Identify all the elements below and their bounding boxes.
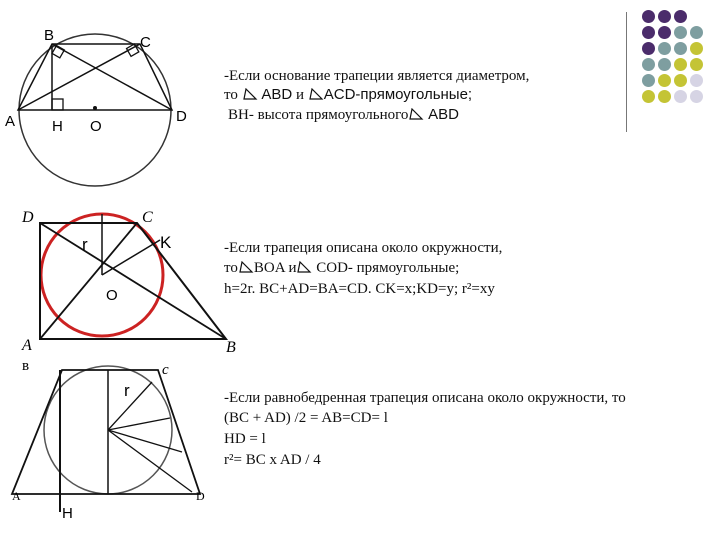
dot (674, 74, 687, 87)
label-b: в (22, 360, 30, 374)
label-d: D (196, 489, 205, 503)
line-ac (40, 223, 137, 339)
dot (674, 58, 687, 71)
block3-line3: HD = l (224, 431, 266, 447)
dot (690, 42, 703, 55)
decorative-dot-grid (640, 10, 720, 120)
block2-line2-c: и (288, 260, 297, 276)
label-h: H (62, 505, 73, 522)
block2-line1: -Если трапеция описана около окружности, (224, 240, 503, 256)
label-d: D (22, 209, 34, 226)
dot (674, 10, 687, 23)
dot (690, 26, 703, 39)
figure-trapezoid-incircle (0, 200, 250, 365)
triangle-icon (308, 88, 324, 100)
block3-line1: -Если равнобедренная трапеция описана около окружности, то (224, 390, 626, 406)
diagonal-ac (18, 44, 140, 110)
dot (690, 90, 703, 103)
dot (642, 90, 655, 103)
line-db (40, 223, 226, 339)
label-a: A (12, 489, 21, 503)
label-a: A (22, 337, 32, 354)
block3-line4: r²= BC x AD / 4 (224, 452, 321, 468)
triangle-icon (242, 88, 258, 100)
block1-line3-a: BH- высота прямоугольного (228, 107, 409, 123)
label-k: K (160, 233, 172, 252)
triangle-icon (238, 261, 254, 273)
dot (674, 90, 687, 103)
dot (690, 58, 703, 71)
block2-line2-b: BOA (253, 260, 285, 276)
dot (642, 26, 655, 39)
dot (658, 90, 671, 103)
block1-line3 (228, 106, 459, 124)
label-o: O (90, 118, 102, 135)
label-c: c (162, 362, 169, 378)
label-b: B (44, 27, 55, 44)
block3-line2: (BC + AD) /2 = AB=CD= l (224, 410, 388, 426)
segment (108, 430, 192, 492)
label-a: A (5, 113, 16, 130)
block1-line3-b: ABD (428, 106, 460, 123)
label-o: O (106, 287, 118, 304)
divider-line (626, 12, 627, 132)
dot (658, 10, 671, 23)
dot (690, 74, 703, 87)
block1-line2-b: ABD (261, 86, 293, 103)
trapezoid-abcd (18, 44, 172, 110)
label-c: C (142, 209, 153, 226)
triangle-icon (408, 108, 424, 120)
dot (658, 26, 671, 39)
dot (642, 42, 655, 55)
dot (674, 26, 687, 39)
center-point-o (93, 106, 97, 110)
block2-line2-a: то (224, 260, 238, 276)
label-c: C (140, 34, 151, 51)
block1-line1: -Если основание трапеции является диаметром, (224, 68, 530, 84)
label-d: D (176, 108, 187, 125)
block2-line3: h=2r. BC+AD=BA=CD. CK=x;KD=y; r²=xy (224, 281, 495, 297)
label-b: B (226, 339, 236, 356)
block1-line2-a: то (224, 87, 238, 103)
block2-line2-d: COD- прямоугольные; (316, 260, 460, 276)
right-angle-mark-h (52, 99, 63, 110)
dot (658, 42, 671, 55)
block2-line2 (224, 260, 459, 277)
dot (658, 58, 671, 71)
label-h: H (52, 118, 63, 135)
dot (674, 42, 687, 55)
radius-ok (102, 240, 160, 275)
block1-line2-c: и (295, 87, 304, 103)
figure-trapezoid-diameter (0, 0, 210, 205)
label-r: r (124, 381, 130, 400)
triangle-icon (296, 261, 312, 273)
block1-line2 (224, 86, 472, 104)
dot (642, 74, 655, 87)
dot (658, 74, 671, 87)
block1-line2-d: ACD-прямоугольные; (323, 86, 473, 103)
figure-isosceles-trapezoid (0, 360, 220, 540)
label-r: r (82, 235, 88, 254)
dot (642, 10, 655, 23)
dot (642, 58, 655, 71)
diagonal-bd (52, 44, 172, 110)
